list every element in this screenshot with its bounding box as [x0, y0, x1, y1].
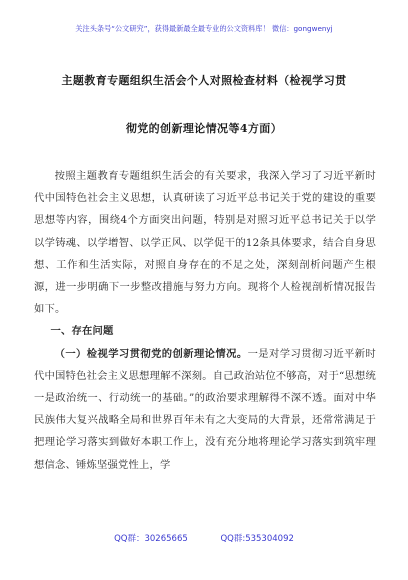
section-heading: 一、存在问题	[50, 325, 114, 338]
document-title-line1: 主题教育专题组织生活会个人对照检查材料（检视学习贯	[61, 74, 347, 87]
intro-paragraph: 按照主题教育专题组织生活会的有关要求，我深入学习了习近平新时代中国特色社会主义思想，认真研读了习近平总书记关于党的建设的重要思想等内容，围绕4个方面突出问题，特别是对照习近平总书记关于以学以学铸魂、以学增智、以学正风、以学促干的12条具体要求，结合自身思想、工作和生活实际，对照自身存在的不足之处，深刻剖析问题产生根源，进一步明确下一步整改措施与努力方向。现将个人检视剖析情况报告如下。	[34, 170, 376, 316]
document-title-line2: 彻党的创新理论情况等4方面）	[125, 122, 283, 135]
subsection-heading: （一）检视学习贯彻党的创新理论情况。	[54, 347, 248, 360]
footer-contacts	[0, 532, 408, 544]
header-notice: 关注头条号“公文研究”，获得最新最全最专业的公文资料库！ 微信：gongwenyj	[75, 24, 333, 33]
footer-qq-group-1: QQ群：30265665	[114, 534, 188, 544]
document-body	[34, 165, 376, 476]
subsection-paragraph	[34, 343, 376, 476]
subsection-text: 一是对学习贯彻习近平新时代中国特色社会主义思想理解不深刻。自己政治站位不够高，对于“思想统一是政治统一、行动统一的基础。”的政治要求理解得不深不透。面对中华民族伟大复兴战略全局和世界百年未有之大变局的大背景，还常常满足于把理论学习落实到做好本职工作上，没有充分地将理论学习落实到筑牢理想信念、锤炼坚强党性上，学	[34, 347, 376, 471]
footer-qq-group-2: QQ群:535304092	[220, 534, 294, 544]
